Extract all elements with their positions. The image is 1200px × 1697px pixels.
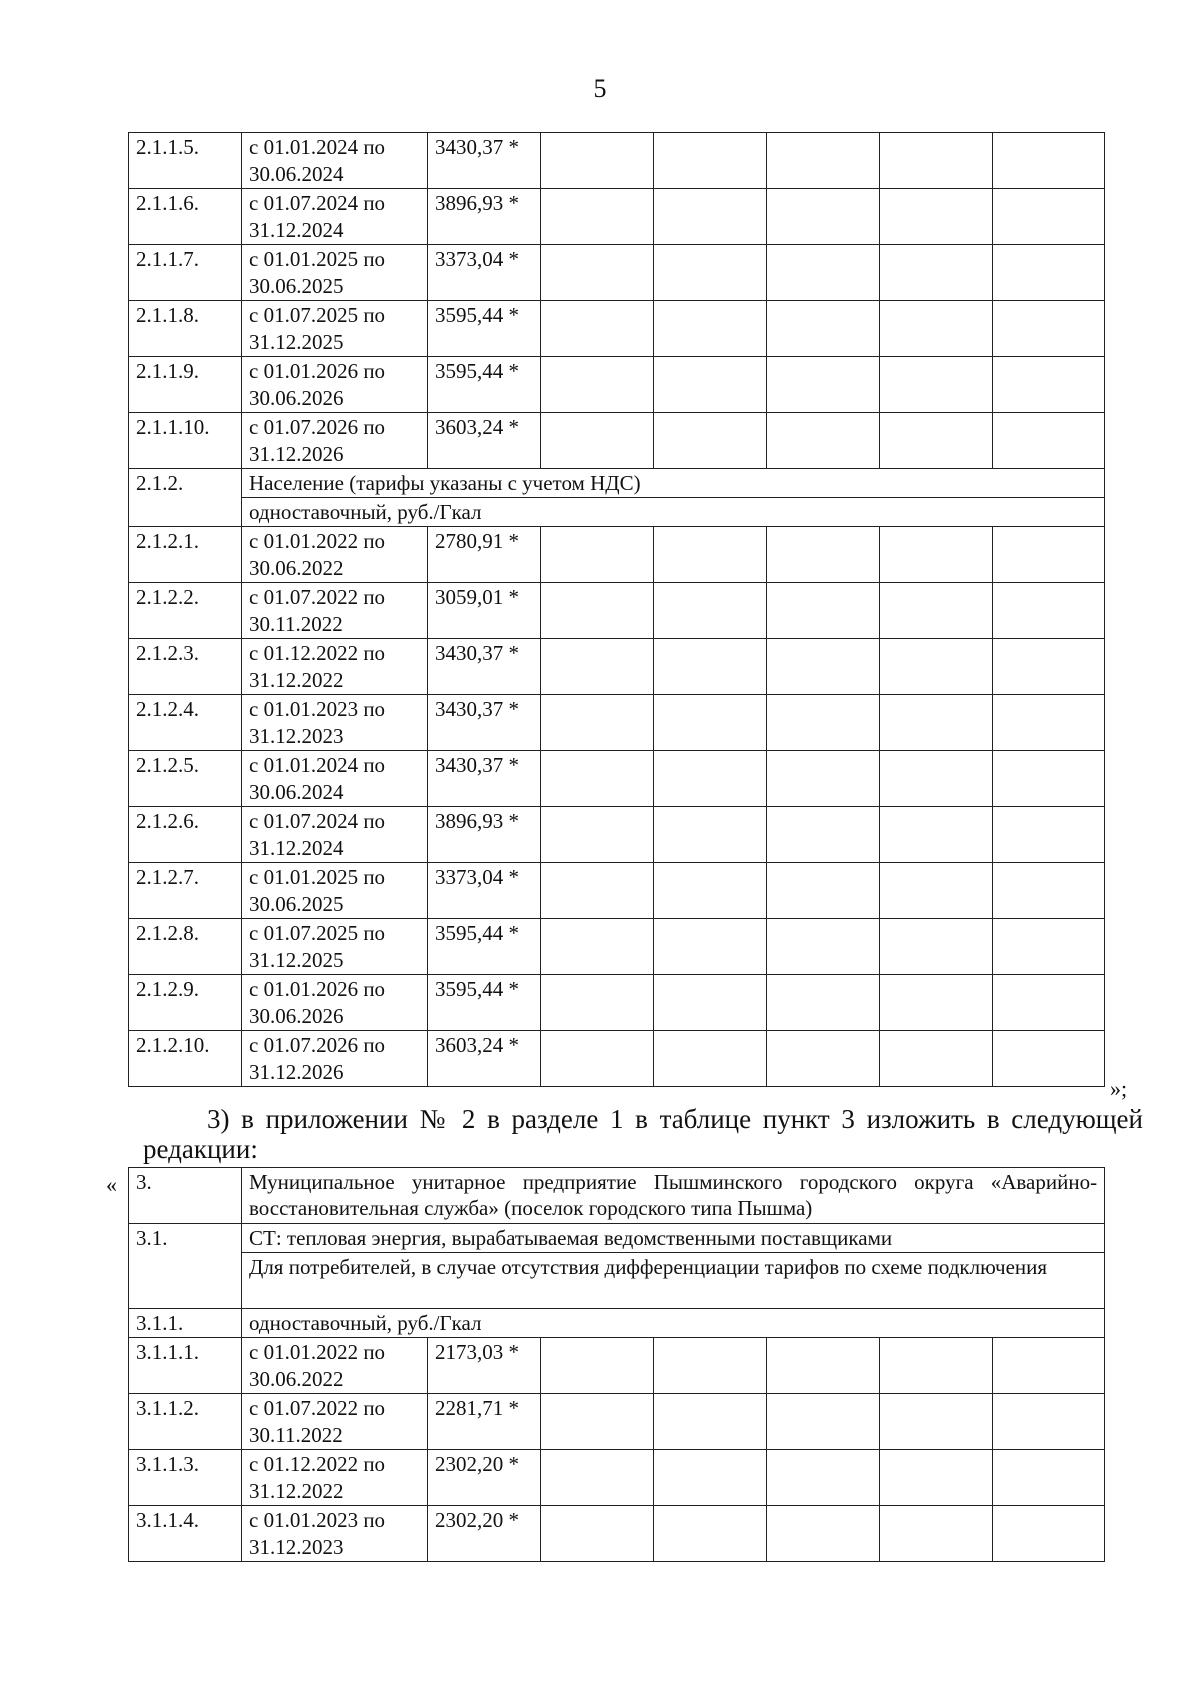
empty-cell [654,189,767,245]
period-line: с 01.01.2022 по [249,1340,386,1364]
period-cell [242,583,428,639]
empty-cell [993,1450,1105,1506]
empty-cell [880,357,993,413]
period-line: с 01.07.2024 по [249,191,386,215]
table-row [129,498,1105,527]
empty-cell [993,695,1105,751]
item-number: 2.1.1.10. [129,413,242,469]
empty-cell [541,1506,654,1562]
empty-cell [654,1450,767,1506]
period-cell [242,919,428,975]
empty-cell [541,1031,654,1087]
period-line: с 01.07.2024 по [249,809,386,833]
empty-cell [541,301,654,357]
item-number: 2.1.2.9. [129,975,242,1031]
empty-cell [767,807,880,863]
empty-cell [993,301,1105,357]
item-number: 2.1.1.7. [129,245,242,301]
period-line: 31.12.2023 [249,1535,344,1559]
item-number: 3.1.1.3. [129,1450,242,1506]
period-line: с 01.01.2026 по [249,977,386,1001]
period-cell [242,133,428,189]
empty-cell [993,583,1105,639]
empty-cell [880,975,993,1031]
empty-cell [767,413,880,469]
tariff-category: СТ: тепловая энергия, вырабатываемая ведомственными поставщиками [242,1224,1105,1253]
empty-cell [993,919,1105,975]
empty-cell [767,1031,880,1087]
item-number: 2.1.1.5. [129,133,242,189]
period-cell [242,1450,428,1506]
empty-cell [993,1394,1105,1450]
empty-cell [541,919,654,975]
table-row [129,133,1105,189]
empty-cell [880,695,993,751]
empty-cell [767,751,880,807]
period-line: 30.06.2025 [249,892,344,916]
item-number: 2.1.2.3. [129,639,242,695]
section-title: Население (тарифы указаны с учетом НДС) [242,469,1105,498]
empty-cell [541,527,654,583]
empty-cell [993,639,1105,695]
tariff-value: 3896,93 * [428,189,541,245]
item-number: 2.1.2.1. [129,527,242,583]
table-row [129,639,1105,695]
period-line: с 01.01.2024 по [249,753,386,777]
empty-cell [541,695,654,751]
table-row [129,807,1105,863]
table-row [129,469,1105,498]
empty-cell [880,863,993,919]
table-row [129,245,1105,301]
period-line: с 01.07.2022 по [249,1396,386,1420]
table-row [129,357,1105,413]
empty-cell [880,919,993,975]
item-number: 2.1.2.5. [129,751,242,807]
empty-cell [767,1450,880,1506]
empty-cell [654,1031,767,1087]
empty-cell [993,1506,1105,1562]
item-number: 2.1.2.4. [129,695,242,751]
rate-type: одноставочный, руб./Гкал [242,1309,1105,1338]
item-number: 3.1.1.2. [129,1394,242,1450]
empty-cell [541,1450,654,1506]
item-number: 2.1.2.6. [129,807,242,863]
empty-cell [880,413,993,469]
empty-cell [654,807,767,863]
tariff-value: 3373,04 * [428,863,541,919]
item-number: 2.1.2.2. [129,583,242,639]
table-row [129,189,1105,245]
period-line: 31.12.2024 [249,836,344,860]
tariff-value: 3603,24 * [428,1031,541,1087]
period-cell [242,975,428,1031]
empty-cell [654,751,767,807]
empty-cell [880,807,993,863]
empty-cell [880,583,993,639]
period-cell [242,357,428,413]
amendment-text-line: 3) в приложении № 2 в разделе 1 в таблице пункт 3 изложить в следующей [207,1104,1143,1134]
table-row [129,695,1105,751]
empty-cell [654,413,767,469]
empty-cell [993,133,1105,189]
empty-cell [767,863,880,919]
empty-cell [993,807,1105,863]
empty-cell [880,133,993,189]
period-cell [242,245,428,301]
empty-cell [541,413,654,469]
period-line: с 01.01.2023 по [249,697,386,721]
empty-cell [541,583,654,639]
item-number: 2.1.1.9. [129,357,242,413]
empty-cell [767,639,880,695]
period-cell [242,1506,428,1562]
rate-type: одноставочный, руб./Гкал [242,498,1105,527]
page-number: 5 [593,74,607,103]
table-row [129,1031,1105,1087]
period-line: с 01.01.2025 по [249,865,386,889]
period-line: с 01.07.2025 по [249,921,386,945]
empty-cell [767,1394,880,1450]
empty-cell [541,807,654,863]
item-number: 2.1.2.8. [129,919,242,975]
tariff-value: 3603,24 * [428,413,541,469]
empty-cell [993,1338,1105,1394]
period-cell [242,301,428,357]
tariff-value: 2302,20 * [428,1450,541,1506]
period-line: 30.06.2025 [249,274,344,298]
empty-cell [993,751,1105,807]
empty-cell [767,527,880,583]
period-line: с 01.07.2026 по [249,415,386,439]
empty-cell [993,189,1105,245]
item-number: 2.1.2.7. [129,863,242,919]
table-row [129,975,1105,1031]
table-row [129,1338,1105,1394]
empty-cell [654,357,767,413]
tariff-value: 3430,37 * [428,751,541,807]
empty-cell [993,1031,1105,1087]
period-line: 30.06.2022 [249,1367,344,1391]
empty-cell [880,1506,993,1562]
empty-cell [880,639,993,695]
period-cell [242,807,428,863]
empty-cell [880,1031,993,1087]
empty-cell [654,919,767,975]
closing-quote: »; [1110,1076,1128,1101]
amendment-text-line: редакции: [143,1134,258,1164]
empty-cell [541,1394,654,1450]
tariff-value: 3595,44 * [428,919,541,975]
table-row [129,751,1105,807]
empty-cell [541,1338,654,1394]
empty-cell [880,1338,993,1394]
item-number: 2.1.2. [129,469,242,527]
empty-cell [767,189,880,245]
empty-cell [654,583,767,639]
table-row [129,863,1105,919]
item-number: 3. [129,1168,242,1224]
empty-cell [541,357,654,413]
empty-cell [541,751,654,807]
empty-cell [880,1394,993,1450]
table-row [129,1394,1105,1450]
empty-cell [654,695,767,751]
table-row [129,527,1105,583]
period-line: 30.06.2026 [249,1004,344,1028]
item-number: 2.1.1.8. [129,301,242,357]
tariff-value: 3595,44 * [428,301,541,357]
empty-cell [880,245,993,301]
empty-cell [654,639,767,695]
period-cell [242,695,428,751]
table-row [129,919,1105,975]
item-number: 3.1.1.4. [129,1506,242,1562]
empty-cell [767,245,880,301]
item-number: 2.1.2.10. [129,1031,242,1087]
empty-cell [654,245,767,301]
period-line: с 01.01.2022 по [249,529,386,553]
period-line: 31.12.2022 [249,668,344,692]
period-line: 31.12.2024 [249,218,344,242]
empty-cell [993,863,1105,919]
table-row [129,301,1105,357]
tariff-value: 2281,71 * [428,1394,541,1450]
empty-cell [541,975,654,1031]
table-row [129,583,1105,639]
period-line: 30.11.2022 [249,1423,343,1447]
empty-cell [993,357,1105,413]
period-line: с 01.01.2025 по [249,247,386,271]
empty-cell [767,1338,880,1394]
period-cell [242,189,428,245]
tariff-table-population [128,132,1105,1087]
period-cell [242,751,428,807]
empty-cell [767,133,880,189]
empty-cell [880,1450,993,1506]
empty-cell [767,301,880,357]
tariff-value: 3595,44 * [428,357,541,413]
table-row [129,1450,1105,1506]
period-line: 31.12.2022 [249,1479,344,1503]
period-line: 31.12.2026 [249,442,344,466]
period-line: с 01.07.2022 по [249,585,386,609]
empty-cell [541,639,654,695]
tariff-table-organization [128,1167,1105,1562]
empty-cell [767,695,880,751]
period-line: 30.06.2022 [249,556,344,580]
empty-cell [880,527,993,583]
period-line: с 01.01.2024 по [249,135,386,159]
tariff-value: 3896,93 * [428,807,541,863]
period-cell [242,1394,428,1450]
tariff-value: 3595,44 * [428,975,541,1031]
empty-cell [993,527,1105,583]
empty-cell [541,133,654,189]
period-line: с 01.07.2025 по [249,303,386,327]
tariff-value: 3430,37 * [428,133,541,189]
tariff-value: 3430,37 * [428,639,541,695]
empty-cell [541,189,654,245]
item-number: 3.1.1. [129,1309,242,1338]
item-number: 3.1. [129,1224,242,1309]
empty-cell [993,245,1105,301]
amendment-paragraph [143,1104,1143,1164]
empty-cell [654,1338,767,1394]
empty-cell [880,751,993,807]
tariff-value: 3373,04 * [428,245,541,301]
period-line: с 01.01.2023 по [249,1508,386,1532]
empty-cell [767,1506,880,1562]
period-cell [242,527,428,583]
period-line: 30.06.2024 [249,162,344,186]
period-cell [242,639,428,695]
period-cell [242,1031,428,1087]
empty-cell [880,189,993,245]
empty-cell [654,863,767,919]
tariff-value: 3430,37 * [428,695,541,751]
item-number: 3.1.1.1. [129,1338,242,1394]
empty-cell [541,245,654,301]
empty-cell [993,413,1105,469]
empty-cell [654,527,767,583]
period-line: 30.11.2022 [249,612,343,636]
tariff-value: 2173,03 * [428,1338,541,1394]
opening-quote: « [106,1172,117,1197]
period-line: с 01.01.2026 по [249,359,386,383]
empty-cell [767,357,880,413]
tariff-value: 2780,91 * [428,527,541,583]
organization-name: Муниципальное унитарное предприятие Пышминского городского округа «Аварийно-восстановительная служба» (поселок городского типа Пышма) [242,1168,1105,1224]
period-line: 31.12.2023 [249,724,344,748]
period-line: 31.12.2026 [249,1060,344,1084]
empty-cell [880,301,993,357]
table-row [129,1506,1105,1562]
empty-cell [654,1394,767,1450]
period-line: с 01.07.2026 по [249,1033,386,1057]
empty-cell [654,975,767,1031]
period-cell [242,413,428,469]
period-line: 30.06.2026 [249,386,344,410]
empty-cell [767,975,880,1031]
period-line: 31.12.2025 [249,948,344,972]
period-line: 31.12.2025 [249,330,344,354]
empty-cell [654,133,767,189]
tariff-value: 2302,20 * [428,1506,541,1562]
period-line: с 01.12.2022 по [249,641,386,665]
empty-cell [541,863,654,919]
period-line: 30.06.2024 [249,780,344,804]
tariff-value: 3059,01 * [428,583,541,639]
period-line: с 01.12.2022 по [249,1452,386,1476]
consumer-group: Для потребителей, в случае отсутствия дифференциации тарифов по схеме подключения [242,1253,1105,1309]
empty-cell [767,583,880,639]
item-number: 2.1.1.6. [129,189,242,245]
empty-cell [654,1506,767,1562]
period-cell [242,863,428,919]
empty-cell [993,975,1105,1031]
empty-cell [767,919,880,975]
period-cell [242,1338,428,1394]
table-row [129,413,1105,469]
empty-cell [654,301,767,357]
